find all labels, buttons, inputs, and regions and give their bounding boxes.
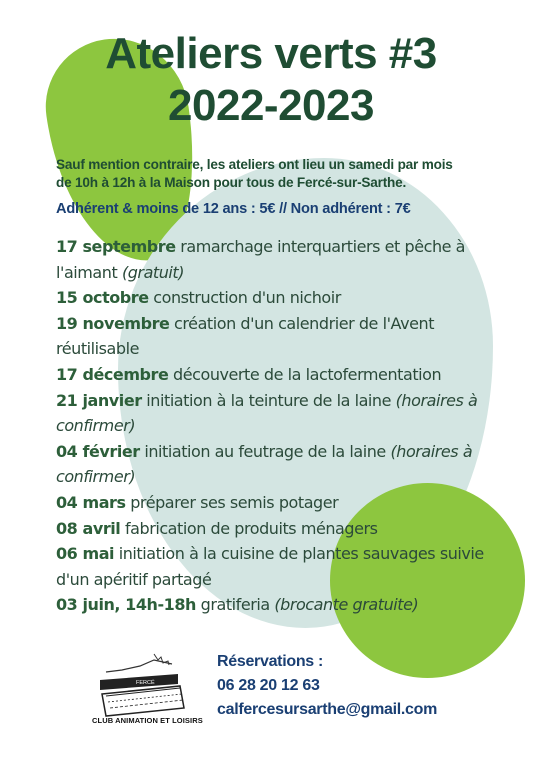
event-item [56,285,516,311]
event-note: (horaires à confirmer) [56,441,473,487]
club-name: CLUB ANIMATION ET LOISIRS [92,716,203,725]
intro-line-1: Sauf mention contraire, les ateliers ont lieu un samedi par mois [56,157,453,172]
event-date: 03 juin, 14h-18h [56,595,196,615]
logo-sign: FERCÉ [136,680,155,686]
event-date: 19 novembre [56,313,170,333]
event-note: (horaires à confirmer) [56,390,478,436]
event-text: initiation à la teinture de la laine [141,390,396,410]
event-item [56,311,516,362]
poster-title [0,28,542,132]
event-date: 06 mai [56,544,115,564]
event-text: découverte de la lactofermentation [168,364,442,384]
intro-text [56,156,526,192]
event-item [56,490,516,516]
event-item [56,516,516,542]
reservation-heading: Réservations : [217,653,324,670]
event-date: 04 février [56,441,140,461]
event-item [56,439,516,490]
email-link[interactable]: calfercesursarthe@gmail.com [217,701,438,718]
event-text: création d'un calendrier de l'Avent réutilisable [56,313,435,359]
event-note: (gratuit) [121,262,185,282]
event-date: 21 janvier [56,390,142,410]
event-date: 04 mars [56,492,126,512]
event-date: 17 décembre [56,364,169,384]
reservation-info [217,650,517,722]
event-item [56,592,516,618]
title-line-2: 2022-2023 [168,81,374,130]
event-item [56,541,516,592]
event-item [56,234,516,285]
event-list [56,234,516,618]
event-item [56,388,516,439]
event-date: 15 octobre [56,288,149,308]
event-text: initiation au feutrage de la laine [139,441,391,461]
event-date: 17 septembre [56,237,176,256]
club-logo-icon [92,650,196,722]
title-line-1: Ateliers verts #3 [105,29,437,78]
event-text: fabrication de produits ménagers [120,518,378,538]
intro-line-2: de 10h à 12h à la Maison pour tous de Fercé-sur-Sarthe. [56,175,407,190]
phone-number[interactable]: 06 28 20 12 63 [217,677,320,694]
event-text: préparer ses semis potager [125,492,339,512]
event-text: initiation à la cuisine de plantes sauvages suivie d'un apéritif partagé [56,544,484,589]
event-note: (brocante gratuite) [274,595,419,615]
event-text: ramarchage interquartiers et pêche à l'aimant [56,237,466,282]
price-info: Adhérent & moins de 12 ans : 5€ // Non adhérent : 7€ [56,201,411,217]
event-item [56,362,516,388]
event-text: construction d'un nichoir [148,288,341,308]
event-text: gratiferia [196,595,275,615]
event-date: 08 avril [56,518,121,538]
